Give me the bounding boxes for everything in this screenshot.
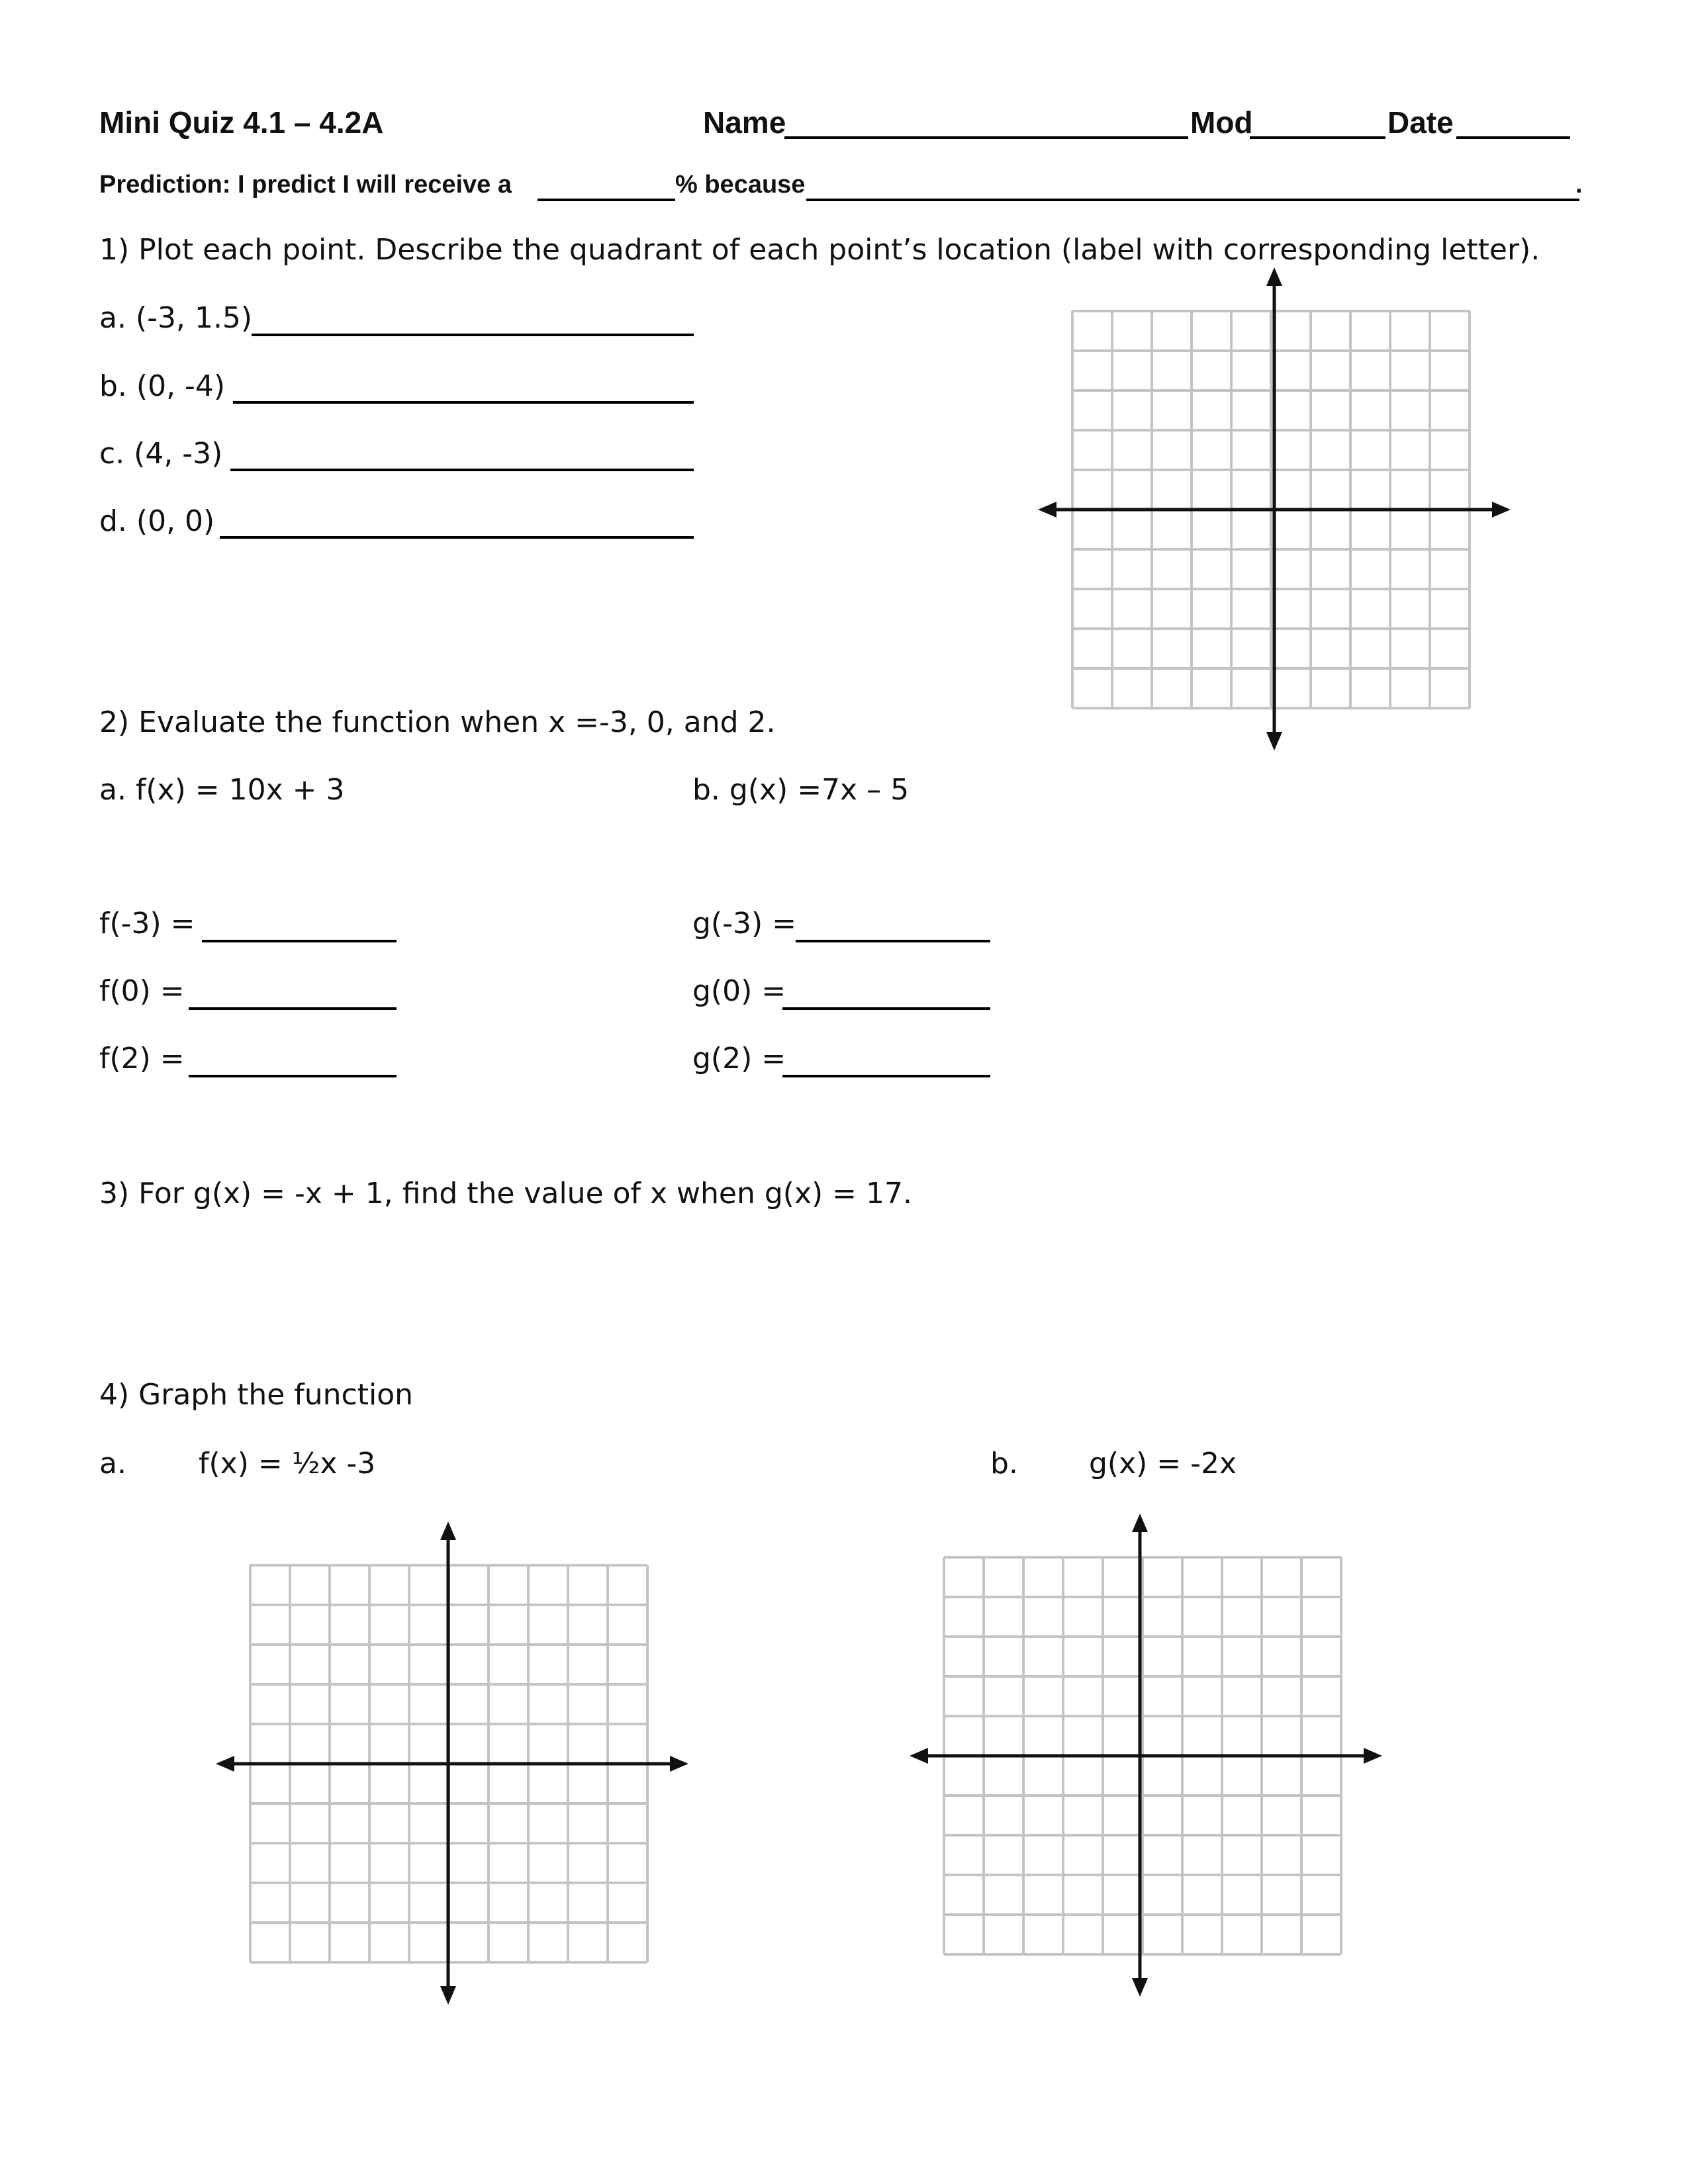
q1-coordinate-grid[interactable]	[1033, 265, 1516, 754]
q2-answer-g-neg3[interactable]	[796, 940, 990, 942]
axes	[917, 1523, 1371, 1986]
q1-item-c: c. (4, -3)	[99, 437, 223, 471]
q4-prompt: 4) Graph the function	[99, 1378, 414, 1412]
q2-prompt: 2) Evaluate the function when x =-3, 0, and 2.	[99, 705, 776, 739]
q2-eval-f-0: f(0) =	[99, 974, 185, 1008]
q4-func-b: g(x) = -2x	[1089, 1447, 1237, 1480]
axes	[1046, 277, 1499, 740]
q2-func-b: b. g(x) =7x – 5	[692, 773, 910, 807]
q4a-coordinate-grid[interactable]	[211, 1519, 694, 2009]
mod-field[interactable]	[1250, 136, 1385, 139]
q4b-coordinate-grid[interactable]	[904, 1511, 1387, 2001]
q3-prompt: 3) For g(x) = -x + 1, find the value of x when g(x) = 17.	[99, 1177, 912, 1210]
axes	[224, 1531, 677, 1994]
q4-func-a: f(x) = ½x -3	[199, 1447, 376, 1480]
q2-answer-f-neg3[interactable]	[202, 940, 397, 942]
q2-eval-f-neg3: f(-3) =	[99, 907, 195, 940]
q2-answer-g-2[interactable]	[782, 1075, 990, 1077]
q4-label-a: a.	[99, 1447, 126, 1480]
q1-answer-d[interactable]	[220, 536, 694, 539]
name-label: Name	[703, 105, 786, 140]
prediction-prefix: Prediction: I predict I will receive a	[99, 171, 512, 199]
prediction-percent-field[interactable]	[538, 199, 675, 201]
q2-answer-g-0[interactable]	[782, 1007, 990, 1010]
date-field[interactable]	[1456, 136, 1570, 139]
q1-answer-a[interactable]	[252, 334, 694, 336]
q1-item-a: a. (-3, 1.5)	[99, 301, 253, 335]
q2-func-a: a. f(x) = 10x + 3	[99, 773, 345, 807]
q2-eval-g-neg3: g(-3) =	[692, 907, 796, 940]
q1-answer-b[interactable]	[233, 401, 694, 404]
q2-answer-f-2[interactable]	[189, 1075, 397, 1077]
q1-item-b: b. (0, -4)	[99, 369, 226, 403]
q2-eval-f-2: f(2) =	[99, 1042, 185, 1075]
prediction-reason-field[interactable]	[806, 199, 1579, 201]
q1-answer-c[interactable]	[230, 469, 694, 471]
quiz-title: Mini Quiz 4.1 – 4.2A	[99, 105, 384, 140]
mod-label: Mod	[1190, 105, 1253, 140]
prediction-period: .	[1575, 171, 1583, 199]
prediction-because: % because	[675, 171, 806, 199]
q2-eval-g-0: g(0) =	[692, 974, 786, 1008]
q2-answer-f-0[interactable]	[189, 1007, 397, 1010]
q4-label-b: b.	[990, 1447, 1018, 1480]
q1-item-d: d. (0, 0)	[99, 504, 215, 538]
date-label: Date	[1387, 105, 1454, 140]
q1-prompt: 1) Plot each point. Describe the quadrant of each point’s location (label with corresponding letter).	[99, 233, 1540, 267]
name-field[interactable]	[784, 136, 1188, 139]
q2-eval-g-2: g(2) =	[692, 1042, 786, 1075]
